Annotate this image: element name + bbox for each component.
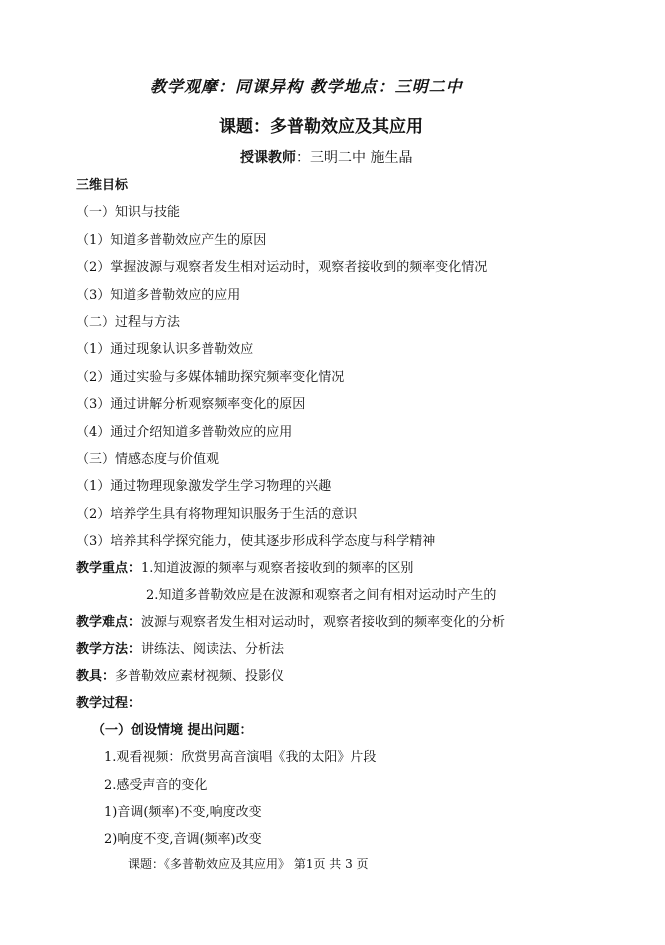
objective-section-2: （二）过程与方法 bbox=[76, 315, 181, 330]
methods-label: 教学方法： bbox=[76, 642, 142, 657]
objective-item: （1）通过物理现象激发学生学习物理的兴趣 bbox=[76, 479, 332, 494]
teacher-value: ：三明二中 施生晶 bbox=[296, 150, 413, 166]
objective-item: （3）培养其科学探究能力，使其逐步形成科学态度与科学精神 bbox=[76, 534, 436, 549]
objective-item: （2）掌握波源与观察者发生相对运动时，观察者接收到的频率变化情况 bbox=[76, 260, 488, 275]
objective-section-3: （三）情感态度与价值观 bbox=[76, 452, 220, 467]
tools-text: 多普勒效应素材视频、投影仪 bbox=[115, 669, 285, 684]
process-item: 2)响度不变,音调(频率)改变 bbox=[104, 832, 262, 847]
difficulty-line bbox=[76, 614, 505, 632]
difficulty-text: 波源与观察者发生相对运动时，观察者接收到的频率变化的分析 bbox=[141, 615, 506, 630]
objective-section-1: （一）知识与技能 bbox=[76, 205, 181, 220]
process-section-1: （一）创设情境 提出问题： bbox=[92, 723, 253, 738]
difficulty-label: 教学难点： bbox=[76, 615, 142, 630]
objective-item: （1）知道多普勒效应产生的原因 bbox=[76, 233, 267, 248]
teacher-line bbox=[240, 149, 412, 167]
tools-line bbox=[76, 668, 284, 686]
lesson-title: 课题：多普勒效应及其应用 bbox=[219, 117, 423, 137]
key-points-label: 教学重点： bbox=[76, 561, 142, 576]
objective-item: （1）通过现象认识多普勒效应 bbox=[76, 342, 254, 357]
objective-item: （2）培养学生具有将物理知识服务于生活的意识 bbox=[76, 507, 358, 522]
methods-line bbox=[76, 641, 284, 659]
objective-item: （4）通过介绍知道多普勒效应的应用 bbox=[76, 425, 293, 440]
objective-item: （3）通过讲解分析观察频率变化的原因 bbox=[76, 397, 306, 412]
tools-label: 教具： bbox=[76, 669, 116, 684]
process-item: 1.观看视频：欣赏男高音演唱《我的太阳》片段 bbox=[104, 750, 377, 765]
key-points-line bbox=[76, 560, 413, 578]
observation-header: 教学观摩：同课异构 教学地点：三明二中 bbox=[150, 77, 463, 96]
process-item: 1)音调(频率)不变,响度改变 bbox=[104, 805, 262, 820]
objective-item: （3）知道多普勒效应的应用 bbox=[76, 288, 241, 303]
process-label: 教学过程： bbox=[76, 696, 142, 711]
process-item: 2.感受声音的变化 bbox=[104, 778, 208, 793]
key-point-item: 2.知道多普勒效应是在波源和观察者之间有相对运动时产生的 bbox=[146, 588, 497, 603]
page-footer: 课题：《多普勒效应及其应用》 第1页 共 3 页 bbox=[128, 857, 369, 871]
teacher-label: 授课教师 bbox=[240, 150, 296, 166]
methods-text: 讲练法、阅读法、分析法 bbox=[141, 642, 285, 657]
objective-item: （2）通过实验与多媒体辅助探究频率变化情况 bbox=[76, 370, 345, 385]
objectives-heading: 三维目标 bbox=[76, 178, 129, 193]
key-point-item: 1.知道波源的频率与观察者接收到的频率的区别 bbox=[141, 561, 414, 576]
